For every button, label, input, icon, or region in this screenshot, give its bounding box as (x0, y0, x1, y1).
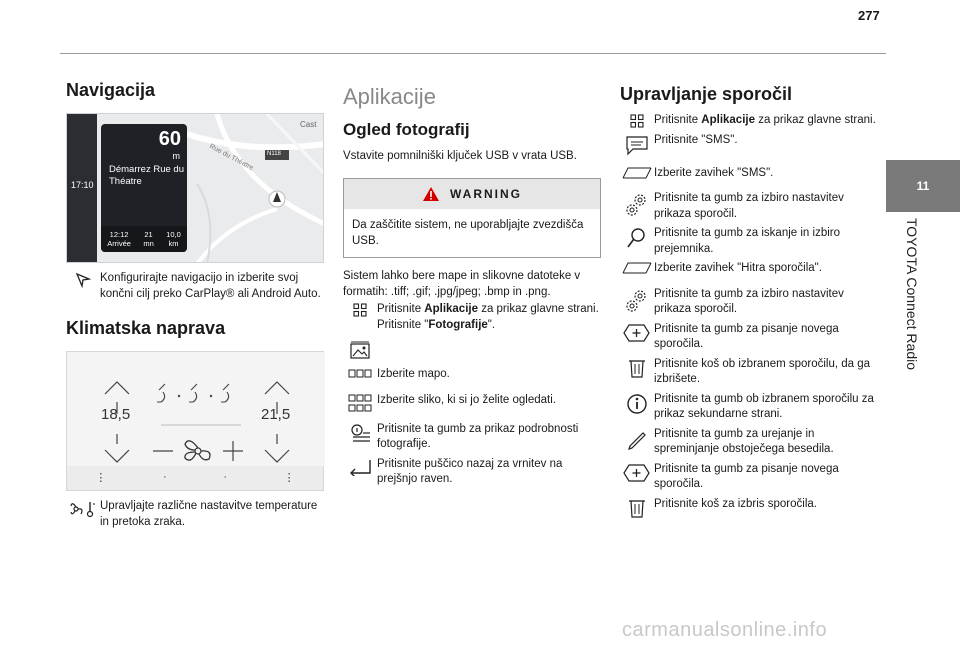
text-part: za prikaz glavne strani. (478, 303, 599, 315)
chapter-tab[interactable]: 11 (886, 160, 960, 212)
arrival-label: Arrivée (107, 239, 131, 248)
photos-heading: Ogled fotografij (343, 120, 470, 139)
folders-icon (343, 367, 377, 378)
details-icon (343, 422, 377, 445)
map-place-label: Cast (300, 120, 317, 129)
remaining-minutes: 21 (144, 230, 153, 239)
climate-row (66, 499, 326, 530)
remaining-km: 10,0 (166, 230, 181, 239)
new-message-text: Pritisnite ta gumb za pisanje novega sporočila. (654, 322, 839, 350)
image-row (343, 393, 603, 412)
photos-icon (343, 319, 377, 359)
warning-label: WARNING (450, 187, 522, 201)
apps-grid-icon (620, 113, 654, 128)
msg-apps-text (654, 113, 882, 129)
edit-text: Pritisnite ta gumb za urejanje in spreminjanje obstoječega besedila. (654, 427, 834, 455)
text-bold: Aplikacije (701, 114, 755, 126)
footer-dot-icon: ⋮ (95, 471, 107, 484)
page-number: 277 (858, 8, 880, 23)
image-text: Izberite sliko, ki si jo želite ogledati. (377, 393, 556, 406)
msg-apps-row (620, 113, 882, 129)
arrival-time: 12:12 (109, 230, 129, 239)
formats-text: Sistem lahko bere mape in slikovne datoteke v formatih: .tiff; .gif; .jpg/jpeg; .bmp in .png. (343, 270, 581, 298)
folder-row (343, 367, 603, 383)
new-message-text-2: Pritisnite ta gumb za pisanje novega sporočila. (654, 462, 839, 490)
navigation-text: Konfigurirajte navigacijo in izberite svoj končni cilj preko CarPlay® ali Android Auto. (100, 272, 321, 300)
warning-text: Da zaščitite sistem, ne uporabljajte zvezdišča USB. (352, 219, 584, 247)
delete-text-2: Pritisnite koš za izbris sporočila. (654, 497, 817, 510)
delete-row (620, 357, 882, 388)
quick-tab-row (620, 261, 882, 277)
back-text: Pritisnite puščico nazaj za vrnitev na prejšnjo raven. (377, 457, 563, 485)
pencil-icon (620, 427, 654, 450)
info-text: Pritisnite ta gumb ob izbranem sporočilu za prikaz sekundarne strani. (654, 392, 874, 420)
edit-row (620, 427, 882, 458)
messages-column (620, 84, 882, 522)
search-row (620, 226, 882, 257)
settings-gears-icon (620, 191, 654, 218)
search-icon (620, 226, 654, 249)
display-options-row-2 (620, 287, 882, 318)
sms-bubble-icon (620, 133, 654, 156)
climate-panel (67, 352, 325, 466)
settings-gears-icon (620, 287, 654, 314)
sms-text: Pritisnite "SMS". (654, 133, 738, 146)
nav-clock: 17:10 (71, 180, 94, 190)
navigation-row (66, 271, 326, 302)
warning-header (344, 179, 600, 209)
text-part: Pritisnite (654, 114, 702, 126)
folder-text: Izberite mapo. (377, 368, 450, 380)
delete-row-2 (620, 497, 882, 518)
info-icon (620, 392, 654, 415)
warning-triangle-icon (422, 186, 440, 202)
quick-tab-text: Izberite zavihek "Hitra sporočila". (654, 262, 822, 274)
footer-dot-icon: · (162, 471, 167, 483)
tab-icon (620, 261, 654, 274)
details-text: Pritisnite ta gumb za prikaz podrobnosti fotografije. (377, 422, 579, 450)
info-row (620, 392, 882, 423)
apps-grid-icon (343, 302, 377, 317)
trip-summary (101, 226, 187, 252)
footer-dot-icon: · (223, 471, 227, 483)
apps-row (343, 302, 603, 333)
details-row (343, 422, 603, 453)
text-part: Pritisnite " (377, 318, 429, 331)
navigation-screenshot (66, 113, 324, 263)
search-text: Pritisnite ta gumb za iskanje in izbiro prejemnika. (654, 227, 840, 255)
back-arrow-icon (343, 457, 377, 476)
right-temperature: 21,5 (261, 406, 291, 423)
back-row (343, 457, 603, 488)
text-part: ". (487, 318, 496, 331)
sms-tab-row (620, 166, 882, 182)
delete-text: Pritisnite koš ob izbranem sporočilu, da ga izbrišete. (654, 357, 871, 385)
text-part: Pritisnite (377, 303, 425, 315)
top-rule (60, 53, 886, 54)
warning-box (343, 178, 601, 258)
text-part: za prikaz glavne strani. (755, 114, 876, 126)
trash-icon (620, 497, 654, 518)
minutes-label: mn (143, 239, 154, 248)
climate-fan-temperature-icon (66, 499, 100, 518)
climate-text: Upravljajte različne nastavitve temperature in pretoka zraka. (100, 500, 318, 528)
next-street: Démarrez Rue du Théatre (109, 164, 184, 187)
messages-heading: Upravljanje sporočil (620, 84, 793, 104)
text-bold: Aplikacije (424, 303, 478, 315)
navigation-heading: Navigacija (66, 80, 156, 100)
climate-heading: Klimatska naprava (66, 318, 226, 338)
climate-footer (67, 464, 323, 490)
thumbnails-icon (343, 393, 377, 412)
navigation-column (66, 80, 326, 534)
display-options-row (620, 191, 882, 222)
tab-icon (620, 166, 654, 179)
apps-row-text (377, 302, 603, 333)
applications-heading: Aplikacije (343, 84, 436, 109)
watermark: carmanualsonline.info (622, 619, 828, 641)
sms-row (620, 133, 882, 156)
usb-intro: Vstavite pomnilniški ključek USB v vrata USB. (343, 150, 577, 162)
trash-icon (620, 357, 654, 378)
navigation-arrow-icon (66, 271, 100, 288)
left-temperature: 18,5 (101, 406, 131, 423)
new-message-row (620, 322, 882, 353)
display-options-text: Pritisnite ta gumb za izbiro nastavitev prikaza sporočil. (654, 192, 844, 220)
distance-value: 60 (158, 128, 181, 150)
applications-column (343, 84, 603, 492)
new-message-icon (620, 462, 654, 483)
sms-tab-text: Izberite zavihek "SMS". (654, 166, 774, 179)
display-options-text-2: Pritisnite ta gumb za izbiro nastavitev prikaza sporočil. (654, 287, 844, 315)
guidance-card (101, 124, 187, 252)
map-street-label: Rue du Théatre (208, 143, 255, 172)
distance-unit: m (172, 151, 180, 161)
footer-dot-icon: ⋮ (283, 471, 295, 484)
chapter-title: TOYOTA Connect Radio (904, 218, 920, 370)
km-label: km (168, 239, 179, 248)
new-message-row-2 (620, 462, 882, 493)
text-bold: Fotografije (428, 318, 488, 331)
road-label: N118 (267, 151, 281, 157)
new-message-icon (620, 322, 654, 343)
climate-screenshot (66, 351, 324, 491)
